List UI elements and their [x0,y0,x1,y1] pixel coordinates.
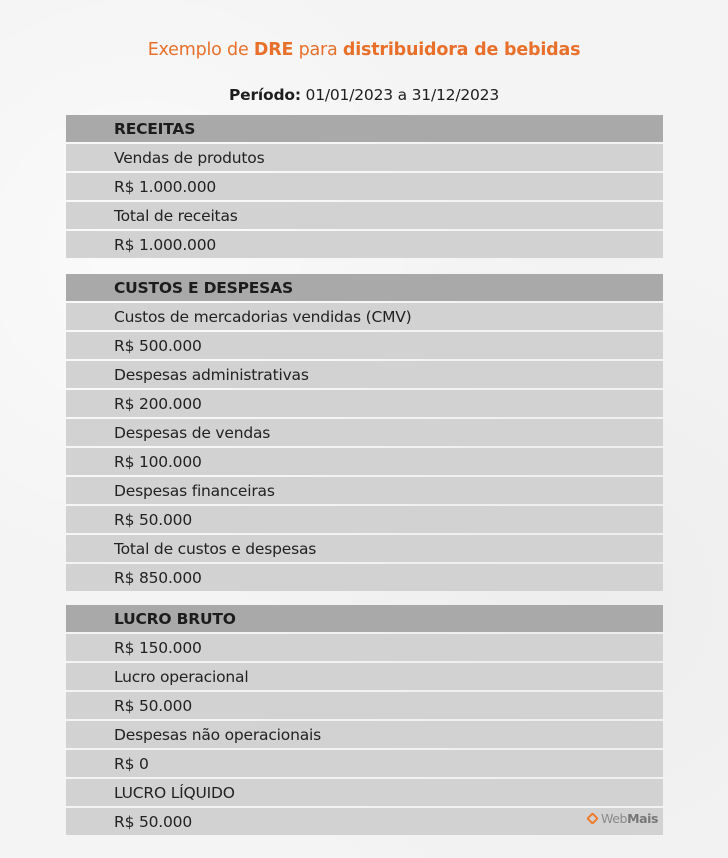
table-row: Despesas financeiras [66,477,663,504]
logo-text-web: Web [601,811,628,826]
logo-text-mais: Mais [627,811,659,826]
title-part-2: DRE [253,40,294,60]
table-row: Lucro operacional [66,663,663,690]
table-row: R$ 0 [66,750,663,777]
table-row: R$ 50.000 [66,506,663,533]
table-row: Custos de mercadorias vendidas (CMV) [66,303,663,330]
table-row: Despesas de vendas [66,419,663,446]
section-receitas [66,115,663,260]
table-row: R$ 500.000 [66,332,663,359]
table-row: R$ 50.000 [66,692,663,719]
section-header: LUCRO BRUTO [66,605,663,632]
table-row: Despesas administrativas [66,361,663,388]
table-row: R$ 850.000 [66,564,663,591]
period [0,86,728,104]
table-row: R$ 1.000.000 [66,231,663,258]
table-row: Despesas não operacionais [66,721,663,748]
table-row: R$ 1.000.000 [66,173,663,200]
table-row: R$ 150.000 [66,634,663,661]
title-part-3: para [293,40,343,60]
logo-diamond-icon [586,812,599,825]
table-row: R$ 200.000 [66,390,663,417]
table-row: Vendas de produtos [66,144,663,171]
table-row: R$ 100.000 [66,448,663,475]
table-row: Total de custos e despesas [66,535,663,562]
table-row: R$ 50.000 [66,808,663,835]
webmais-logo [588,811,658,826]
section-lucro-bruto [66,605,663,837]
page-title [0,40,728,60]
table-row: LUCRO LÍQUIDO [66,779,663,806]
title-part-1: Exemplo de [147,40,254,60]
table-row: Total de receitas [66,202,663,229]
period-value: 01/01/2023 a 31/12/2023 [300,86,499,104]
section-header: CUSTOS E DESPESAS [66,274,663,301]
title-part-4: distribuidora de bebidas [342,40,581,60]
section-custos-despesas [66,274,663,593]
period-label: Período: [229,86,301,104]
section-header: RECEITAS [66,115,663,142]
